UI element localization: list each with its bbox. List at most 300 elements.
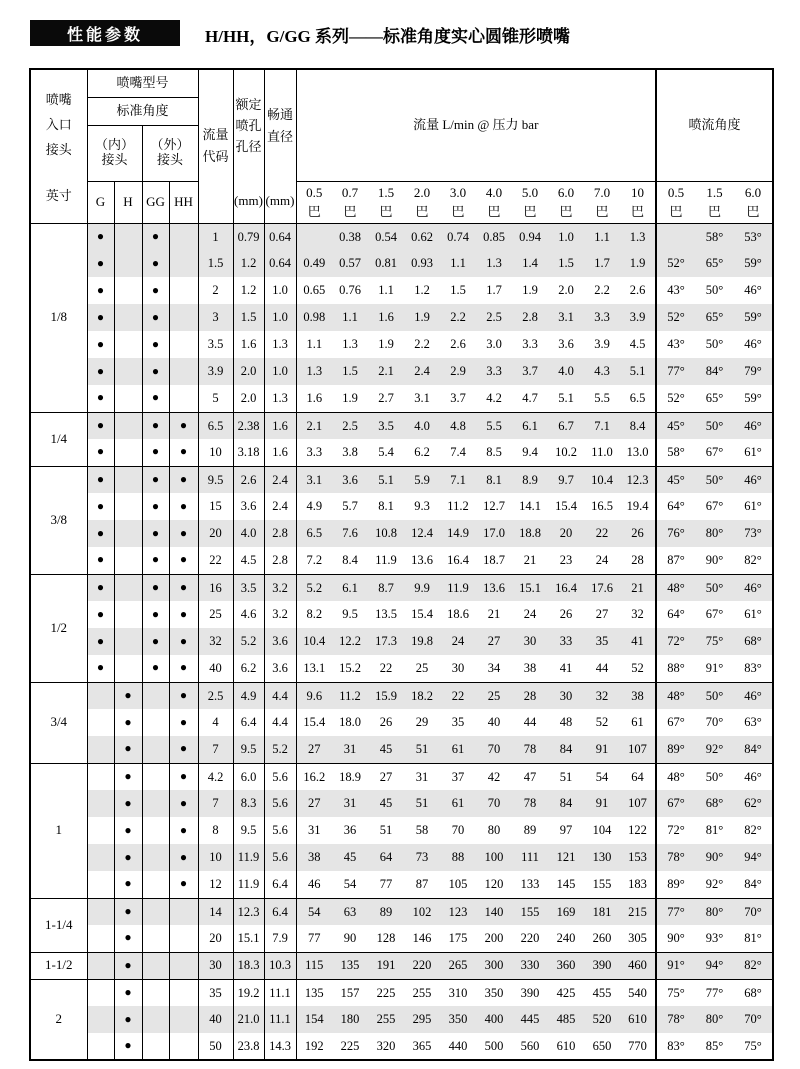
model-code-header-cell: HH (169, 181, 198, 223)
flow-code-header-cell: 流量 代码 (198, 69, 233, 223)
flow-code-cell: 9.5 (198, 466, 233, 493)
flow-code-cell: 1 (198, 223, 233, 250)
dot-cell: ● (169, 763, 198, 790)
flow-value-cell: 26 (620, 520, 656, 547)
empty-dot-cell (114, 466, 142, 493)
flow-value-cell: 14.9 (440, 520, 476, 547)
flow-code-cell: 6.5 (198, 412, 233, 439)
empty-dot-cell (169, 223, 198, 250)
dot-cell: ● (87, 547, 114, 574)
table-row (30, 898, 773, 925)
size-group-1/4 (30, 412, 773, 466)
flow-value-cell: 89 (368, 898, 404, 925)
flow-value-cell: 44 (523, 715, 537, 730)
dot-cell: ● (87, 250, 114, 277)
flow-value-cell: 11.2 (332, 682, 368, 709)
flow-value-cell: 220 (404, 952, 440, 979)
orifice-cell: 1.6 (233, 331, 264, 358)
orifice-header-cell: 额定 喷孔 孔径 (233, 69, 264, 181)
passage-header-cell: 畅通 直径 (264, 69, 296, 181)
flow-value-cell: 200 (484, 931, 504, 946)
flow-value-cell: 14.1 (519, 499, 541, 514)
flow-value-cell: 130 (584, 844, 620, 871)
angle-value-cell: 50° (705, 283, 724, 298)
flow-value-cell: 115 (296, 952, 332, 979)
angle-value-cell: 67° (656, 790, 695, 817)
table-row (30, 439, 773, 466)
dot-cell: ● (114, 844, 142, 871)
flow-value-cell: 91 (584, 736, 620, 763)
flow-value-cell: 15.4 (555, 499, 577, 514)
flow-value-cell: 46 (308, 877, 321, 892)
passage-cell: 11.1 (264, 1006, 296, 1033)
passage-unit-cell: (mm) (264, 181, 296, 223)
flow-value-cell: 16.5 (591, 499, 613, 514)
flow-value-cell: 15.4 (303, 715, 326, 730)
model-code-header-cell: GG (142, 181, 169, 223)
flow-pressure-header-cell: 4.0 巴 (485, 185, 503, 219)
inch-cell: 1 (30, 763, 87, 898)
angle-value-cell: 81° (705, 823, 724, 838)
angle-value-cell: 90° (695, 844, 734, 871)
empty-dot-cell (114, 277, 142, 304)
angle-pressure-header-cell: 6.0 巴 (744, 185, 762, 219)
orifice-cell: 15.1 (233, 925, 264, 952)
dot-cell: ● (142, 547, 169, 574)
flow-value-cell: 0.76 (339, 283, 361, 298)
empty-dot-cell (142, 1006, 169, 1033)
flow-value-cell: 70 (476, 736, 512, 763)
dot-cell: ● (87, 331, 114, 358)
flow-value-cell: 22 (584, 520, 620, 547)
flow-value-cell: 5.5 (476, 412, 512, 439)
nozzle-spec-table (29, 68, 774, 1061)
angle-value-cell (656, 223, 695, 250)
flow-pressure-header-cell: 1.5 巴 (377, 185, 395, 219)
flow-value-cell: 225 (340, 1038, 360, 1053)
flow-value-cell: 61 (440, 736, 476, 763)
model-header-cell: 喷嘴型号 (87, 69, 198, 97)
dot-cell: ● (114, 871, 142, 898)
angle-value-cell: 52° (656, 250, 695, 277)
angle-value-cell: 87° (656, 547, 695, 574)
orifice-cell: 4.9 (233, 682, 264, 709)
angle-value-cell: 50° (695, 466, 734, 493)
empty-dot-cell (169, 1033, 198, 1060)
angle-value-cell: 59° (734, 250, 773, 277)
empty-dot-cell (87, 844, 114, 871)
empty-dot-cell (169, 979, 198, 1006)
dot-cell: ● (87, 385, 114, 412)
flow-value-cell: 1.9 (378, 337, 394, 352)
flow-code-cell: 4 (198, 709, 233, 736)
flow-value-cell: 3.8 (342, 445, 358, 460)
inch-cell: 1/4 (30, 412, 87, 466)
flow-value-cell: 135 (332, 952, 368, 979)
flow-value-cell: 17.3 (368, 628, 404, 655)
dot-cell: ● (87, 574, 114, 601)
flow-value-cell: 9.4 (522, 445, 538, 460)
orifice-cell: 2.0 (233, 358, 264, 385)
flow-value-cell: 12.3 (620, 466, 656, 493)
flow-value-cell: 27 (379, 769, 393, 784)
flow-value-cell: 155 (592, 877, 612, 892)
flow-value-cell: 5.5 (594, 391, 610, 406)
empty-dot-cell (142, 1033, 169, 1060)
passage-cell: 5.6 (264, 817, 296, 844)
empty-dot-cell (114, 574, 142, 601)
flow-value-cell: 2.4 (404, 358, 440, 385)
flow-value-cell: 28 (512, 682, 548, 709)
angle-value-cell: 78° (656, 1006, 695, 1033)
flow-value-cell: 175 (448, 931, 468, 946)
table-row (30, 628, 773, 655)
flow-value-cell: 36 (343, 823, 357, 838)
flow-code-cell: 30 (198, 952, 233, 979)
flow-value-cell: 390 (520, 985, 540, 1000)
dot-cell: ● (114, 1006, 142, 1033)
flow-value-cell: 8.7 (368, 574, 404, 601)
angle-value-cell: 82° (734, 952, 773, 979)
flow-value-cell: 15.2 (339, 661, 361, 676)
flow-value-cell: 5.1 (558, 391, 574, 406)
flow-section-header-cell: 流量 L/min @ 压力 bar (296, 69, 656, 181)
inch-cell: 1-1/2 (30, 952, 87, 979)
angle-value-cell: 52° (656, 304, 695, 331)
flow-value-cell: 0.85 (476, 223, 512, 250)
flow-code-cell: 40 (198, 1006, 233, 1033)
dot-cell: ● (87, 439, 114, 466)
dot-cell: ● (169, 790, 198, 817)
flow-value-cell: 5.7 (342, 499, 358, 514)
angle-value-cell: 58° (695, 223, 734, 250)
flow-value-cell: 25 (476, 682, 512, 709)
angle-value-cell: 67° (705, 445, 724, 460)
flow-code-cell: 2.5 (198, 682, 233, 709)
flow-value-cell: 1.7 (584, 250, 620, 277)
standard-angle-header-cell: 标准角度 (87, 97, 198, 125)
flow-value-cell: 18.0 (339, 715, 361, 730)
flow-value-cell: 1.1 (332, 304, 368, 331)
flow-value-cell: 18.2 (404, 682, 440, 709)
flow-value-cell: 4.2 (486, 391, 502, 406)
angle-value-cell: 93° (705, 931, 724, 946)
flow-value-cell: 2.1 (296, 412, 332, 439)
passage-cell: 0.64 (264, 223, 296, 250)
flow-value-cell: 1.7 (486, 283, 502, 298)
orifice-cell: 4.5 (233, 547, 264, 574)
angle-pressure-header-cell: 0.5 巴 (656, 181, 695, 223)
flow-value-cell: 7.4 (450, 445, 466, 460)
empty-dot-cell (87, 682, 114, 709)
flow-value-cell: 24 (595, 553, 609, 568)
passage-cell: 0.64 (264, 250, 296, 277)
flow-value-cell: 87 (415, 877, 429, 892)
flow-value-cell: 4.5 (629, 337, 646, 352)
flow-value-cell: 3.3 (522, 337, 538, 352)
empty-dot-cell (169, 1006, 198, 1033)
angle-value-cell: 52° (656, 385, 695, 412)
flow-value-cell: 0.74 (440, 223, 476, 250)
angle-value-cell: 45° (656, 466, 695, 493)
flow-code-cell: 3 (198, 304, 233, 331)
empty-dot-cell (114, 493, 142, 520)
table-row (30, 790, 773, 817)
inch-cell: 1/8 (30, 223, 87, 412)
dot-cell: ● (87, 520, 114, 547)
passage-cell: 2.8 (264, 520, 296, 547)
angle-value-cell: 45° (656, 412, 695, 439)
passage-cell: 14.3 (264, 1033, 296, 1060)
flow-value-cell: 240 (556, 931, 576, 946)
flow-value-cell: 16.4 (447, 553, 469, 568)
orifice-cell: 3.18 (233, 439, 264, 466)
dot-cell: ● (169, 439, 198, 466)
flow-value-cell: 610 (556, 1038, 576, 1053)
external-connector-header-cell: （外） 接头 (142, 125, 198, 181)
flow-value-cell: 305 (628, 931, 647, 946)
flow-value-cell: 11.0 (591, 445, 613, 460)
flow-value-cell: 32 (631, 607, 644, 622)
flow-value-cell: 3.5 (368, 412, 404, 439)
flow-value-cell: 21 (487, 607, 501, 622)
dot-cell: ● (169, 412, 198, 439)
flow-value-cell: 5.9 (404, 466, 440, 493)
flow-value-cell: 3.7 (450, 391, 466, 406)
flow-code-cell: 2 (198, 277, 233, 304)
dot-cell: ● (142, 277, 169, 304)
dot-cell: ● (142, 412, 169, 439)
empty-dot-cell (169, 331, 198, 358)
flow-value-cell: 51 (379, 823, 393, 838)
flow-value-cell: 1.3 (342, 337, 358, 352)
flow-value-cell: 320 (376, 1038, 396, 1053)
flow-value-cell: 28 (631, 553, 644, 568)
table-row (30, 520, 773, 547)
dot-cell: ● (114, 952, 142, 979)
flow-value-cell: 13.5 (375, 607, 397, 622)
flow-value-cell: 9.3 (414, 499, 430, 514)
angle-value-cell: 48° (656, 574, 695, 601)
angle-value-cell: 65° (695, 304, 734, 331)
flow-value-cell: 1.9 (522, 283, 538, 298)
angle-value-cell: 58° (656, 439, 695, 466)
dot-cell: ● (87, 223, 114, 250)
passage-cell: 5.2 (264, 736, 296, 763)
table-row (30, 466, 773, 493)
flow-value-cell: 90 (343, 931, 357, 946)
passage-cell: 2.8 (264, 547, 296, 574)
flow-value-cell: 13.0 (626, 445, 649, 460)
empty-dot-cell (87, 952, 114, 979)
flow-value-cell: 97 (559, 823, 573, 838)
dot-cell: ● (169, 493, 198, 520)
flow-value-cell: 5.1 (620, 358, 656, 385)
empty-dot-cell (87, 871, 114, 898)
table-row (30, 763, 773, 790)
angle-value-cell: 61° (744, 499, 762, 514)
flow-value-cell: 120 (484, 877, 504, 892)
inch-cell: 3/4 (30, 682, 87, 763)
flow-value-cell: 128 (376, 931, 396, 946)
empty-dot-cell (87, 790, 114, 817)
table-row (30, 223, 773, 250)
orifice-cell: 11.9 (233, 844, 264, 871)
flow-value-cell: 88 (440, 844, 476, 871)
size-group-2 (30, 979, 773, 1060)
flow-value-cell: 180 (332, 1006, 368, 1033)
dot-cell: ● (169, 817, 198, 844)
passage-cell: 1.0 (264, 304, 296, 331)
flow-value-cell: 2.6 (629, 283, 646, 298)
flow-value-cell: 2.1 (368, 358, 404, 385)
dot-cell: ● (114, 898, 142, 925)
angle-value-cell: 94° (695, 952, 734, 979)
table-row (30, 655, 773, 682)
angle-value-cell: 48° (656, 682, 695, 709)
empty-dot-cell (114, 520, 142, 547)
flow-value-cell: 11.9 (375, 553, 397, 568)
flow-value-cell: 6.7 (548, 412, 584, 439)
dot-cell: ● (142, 466, 169, 493)
orifice-cell: 4.0 (233, 520, 264, 547)
flow-value-cell: 58 (415, 823, 429, 838)
flow-value-cell: 84 (548, 736, 584, 763)
dot-cell: ● (142, 250, 169, 277)
angle-value-cell: 90° (705, 553, 724, 568)
orifice-cell: 1.5 (233, 304, 264, 331)
flow-value-cell: 3.6 (332, 466, 368, 493)
dot-cell: ● (169, 520, 198, 547)
flow-value-cell: 191 (368, 952, 404, 979)
inch-cell: 1/2 (30, 574, 87, 682)
flow-value-cell: 47 (523, 769, 537, 784)
orifice-cell: 4.6 (233, 601, 264, 628)
flow-value-cell: 9.6 (296, 682, 332, 709)
flow-code-cell: 10 (198, 844, 233, 871)
dot-cell: ● (142, 520, 169, 547)
table-row (30, 358, 773, 385)
dot-cell: ● (114, 979, 142, 1006)
flow-value-cell: 153 (620, 844, 656, 871)
flow-value-cell: 3.3 (476, 358, 512, 385)
flow-value-cell: 6.5 (629, 391, 646, 406)
empty-dot-cell (169, 925, 198, 952)
flow-value-cell: 3.1 (414, 391, 430, 406)
flow-value-cell: 1.9 (620, 250, 656, 277)
flow-value-cell: 30 (451, 661, 465, 676)
flow-value-cell: 31 (332, 790, 368, 817)
flow-value-cell: 16.4 (548, 574, 584, 601)
flow-value-cell: 31 (415, 769, 429, 784)
flow-value-cell: 52 (595, 715, 609, 730)
passage-cell: 1.6 (264, 412, 296, 439)
angle-value-cell: 59° (744, 391, 762, 406)
orifice-cell: 12.3 (233, 898, 264, 925)
passage-cell: 5.6 (264, 844, 296, 871)
dot-cell: ● (142, 628, 169, 655)
table-row (30, 574, 773, 601)
flow-pressure-header-cell: 7.0 巴 (593, 185, 611, 219)
flow-value-cell: 13.6 (411, 553, 433, 568)
empty-dot-cell (169, 304, 198, 331)
flow-value-cell: 0.81 (368, 250, 404, 277)
flow-value-cell: 77 (379, 877, 393, 892)
table-row (30, 844, 773, 871)
angle-value-cell: 91° (705, 661, 724, 676)
dot-cell: ● (114, 682, 142, 709)
flow-value-cell: 27 (296, 736, 332, 763)
flow-value-cell: 770 (628, 1038, 647, 1053)
dot-cell: ● (87, 412, 114, 439)
table-row (30, 817, 773, 844)
flow-value-cell: 121 (548, 844, 584, 871)
dot-cell: ● (87, 358, 114, 385)
flow-value-cell: 3.1 (548, 304, 584, 331)
flow-value-cell: 4.9 (306, 499, 323, 514)
dot-cell: ● (114, 763, 142, 790)
empty-dot-cell (114, 358, 142, 385)
flow-code-cell: 20 (198, 520, 233, 547)
empty-dot-cell (142, 979, 169, 1006)
dot-cell: ● (169, 709, 198, 736)
flow-value-cell: 350 (440, 1006, 476, 1033)
flow-value-cell: 19.4 (626, 499, 649, 514)
flow-value-cell: 100 (476, 844, 512, 871)
flow-value-cell: 650 (592, 1038, 612, 1053)
flow-value-cell: 3.3 (306, 445, 323, 460)
angle-value-cell: 84° (744, 877, 762, 892)
passage-cell: 4.4 (264, 709, 296, 736)
flow-code-cell: 50 (198, 1033, 233, 1060)
empty-dot-cell (87, 925, 114, 952)
angle-value-cell: 94° (734, 844, 773, 871)
angle-value-cell: 70° (734, 1006, 773, 1033)
flow-value-cell: 255 (368, 1006, 404, 1033)
flow-value-cell: 1.5 (450, 283, 466, 298)
angle-value-cell: 84° (695, 358, 734, 385)
flow-code-cell: 40 (198, 655, 233, 682)
dot-cell: ● (169, 844, 198, 871)
dot-cell: ● (142, 358, 169, 385)
dot-cell: ● (142, 493, 169, 520)
flow-value-cell: 2.5 (476, 304, 512, 331)
empty-dot-cell (169, 250, 198, 277)
table-row (30, 736, 773, 763)
flow-value-cell: 20 (548, 520, 584, 547)
flow-value-cell: 63 (332, 898, 368, 925)
angle-value-cell: 85° (705, 1038, 724, 1053)
flow-value-cell: 38 (523, 661, 537, 676)
flow-value-cell: 91 (584, 790, 620, 817)
flow-value-cell: 4.8 (440, 412, 476, 439)
size-group-1-1/2 (30, 952, 773, 979)
flow-value-cell: 350 (484, 985, 504, 1000)
size-group-1 (30, 763, 773, 898)
dot-cell: ● (142, 331, 169, 358)
flow-value-cell: 3.7 (512, 358, 548, 385)
table-row (30, 277, 773, 304)
empty-dot-cell (87, 979, 114, 1006)
flow-value-cell: 38 (620, 682, 656, 709)
angle-value-cell: 80° (695, 898, 734, 925)
angle-value-cell: 91° (656, 952, 695, 979)
flow-value-cell: 8.2 (306, 607, 323, 622)
empty-dot-cell (142, 682, 169, 709)
orifice-cell: 2.6 (233, 466, 264, 493)
passage-cell: 2.4 (264, 466, 296, 493)
flow-pressure-header-cell: 3.0 巴 (449, 185, 467, 219)
